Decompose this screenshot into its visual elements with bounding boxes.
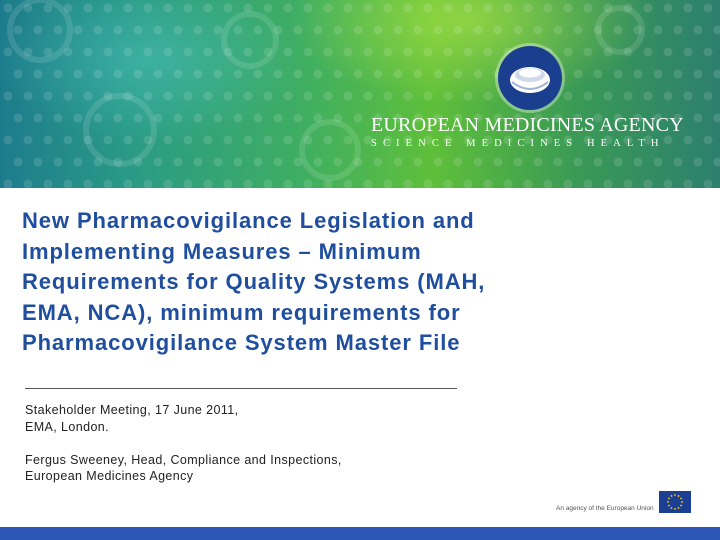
title-line: EMA, NCA), minimum requirements for: [22, 299, 461, 325]
slide-title: [22, 206, 702, 359]
banner-dot-pattern: [0, 0, 720, 188]
title-line: New Pharmacovigilance Legislation and: [22, 208, 475, 233]
presentation-details: [25, 402, 525, 485]
organisation-line: European Medicines Agency: [25, 469, 194, 483]
ema-logo-icon: [498, 46, 562, 110]
location-line: EMA, London.: [25, 419, 110, 434]
title-line: Pharmacovigilance System Master File: [22, 330, 461, 355]
header-banner: [0, 0, 720, 188]
meeting-line: Stakeholder Meeting, 17 June 2011,: [25, 403, 239, 417]
eu-flag-icon: [659, 491, 691, 513]
spacer: [25, 435, 525, 452]
divider: [25, 388, 457, 389]
footer-bar: [0, 527, 720, 540]
presenter-line: Fergus Sweeney, Head, Compliance and Inspections,: [25, 452, 342, 467]
agency-name: EUROPEAN MEDICINES AGENCY: [371, 114, 684, 136]
eu-agency-note: An agency of the European Union: [556, 505, 654, 512]
title-line: Requirements for Quality Systems (MAH,: [22, 269, 486, 294]
title-line: Implementing Measures – Minimum: [22, 238, 422, 264]
agency-tagline: SCIENCE MEDICINES HEALTH: [371, 138, 665, 149]
